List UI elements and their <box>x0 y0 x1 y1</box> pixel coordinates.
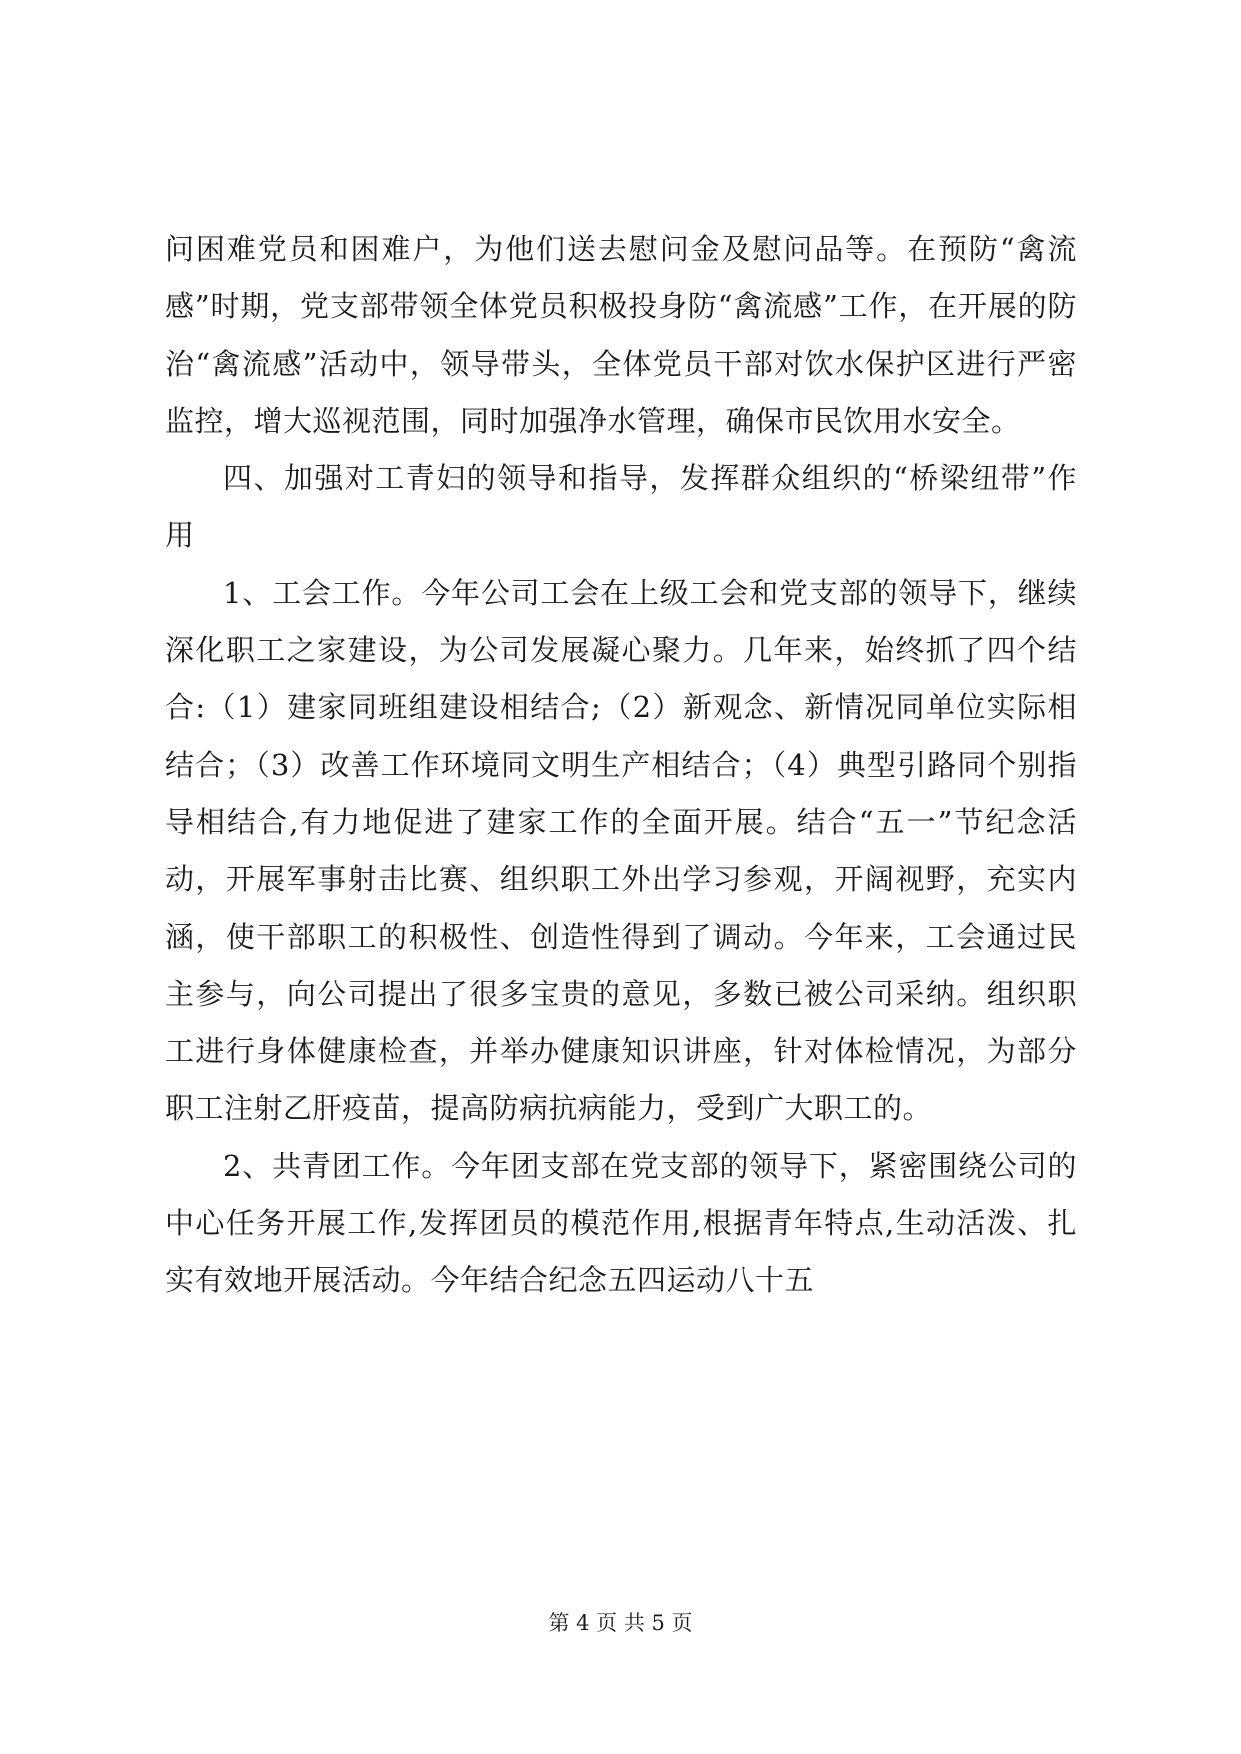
document-body <box>165 221 1077 1310</box>
paragraph-youth-league-work: 2、共青团工作。今年团支部在党支部的领导下，紧密围绕公司的中心任务开展工作,发挥团员的模范作用,根据青年特点,生动活泼、扎实有效地开展活动。今年结合纪念五四运动八十五 <box>165 1148 1077 1298</box>
section-heading: 四、加强对工青妇的领导和指导，发挥群众组织的“桥梁纽带”作用 <box>165 461 1077 553</box>
page-number-footer: 第 4 页 共 5 页 <box>548 1611 693 1635</box>
paragraph-union-work: 1、工会工作。今年公司工会在上级工会和党支部的领导下，继续深化职工之家建设，为公司发展凝心聚力。几年来，始终抓了四个结合:（1）建家同班组建设相结合;（2）新观念、新情况同单位实际相结合；（3）改善工作环境同文明生产相结合；（4）典型引路同个别指导相结合,有力地促进了建家工作的全面开展。结合“五一”节纪念活动，开展军事射击比赛、组织职工外出学习参观，开阔视野，充实内涵，使干部职工的积极性、创造性得到了调动。今年来，工会通过民主参与，向公司提出了很多宝贵的意见，多数已被公司采纳。组织职工进行身体健康检查，并举办健康知识讲座，针对体检情况，为部分职工注射乙肝疫苗，提高防病抗病能力，受到广大职工的。 <box>165 575 1077 1126</box>
paragraph-continuation: 问困难党员和困难户，为他们送去慰问金及慰问品等。在预防“禽流感”时期，党支部带领全体党员积极投身防“禽流感”工作，在开展的防治“禽流感”活动中，领导带头，全体党员干部对饮水保护区进行严密监控，增大巡视范围，同时加强净水管理，确保市民饮用水安全。 <box>165 232 1077 438</box>
